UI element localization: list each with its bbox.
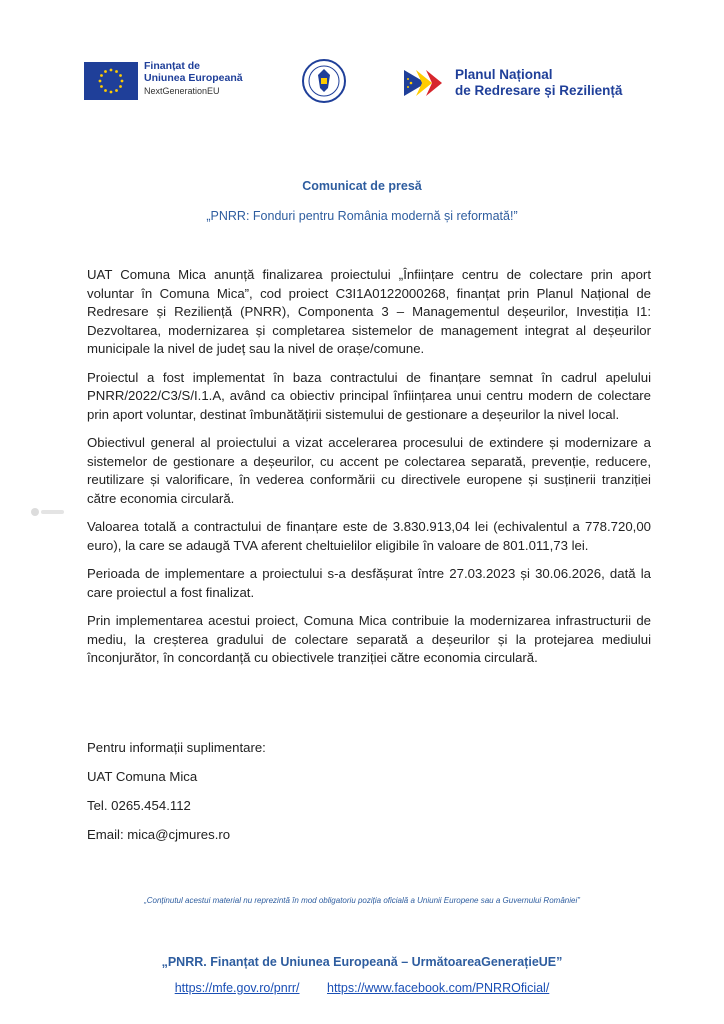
eu-star xyxy=(100,74,103,77)
eu-text-line1: Finanțat de xyxy=(144,60,201,72)
eu-star xyxy=(119,85,122,88)
eu-star xyxy=(104,70,107,73)
paragraph: UAT Comuna Mica anunță finalizarea proiectului „Înființare centru de colectare prin aport voluntar în Comuna Mica”, cod proiect C3I1A0122000268, finanțat prin Planul Național de Redresare și Reziliență (PNRR), Componenta 3 – Managementul deșeurilor, Investiția I1: Dezvoltarea, modernizarea și completarea sistemelor de management integrat al deșeurilor municipale la nivel de județ sau la nivel de orașe/comune. xyxy=(87,267,651,356)
paragraph: Perioada de implementare a proiectului s-a desfășurat între 27.03.2023 și 30.06.2026, dată la care proiectul a fost finalizat. xyxy=(87,566,651,600)
government-seal-logo xyxy=(301,58,347,104)
eu-star xyxy=(115,70,118,73)
paragraph: Valoarea totală a contractului de finanțare este de 3.830.913,04 lei (echivalentul a 778.720,00 euro), la care se adaugă TVA aferent cheltuielilor eligibile în valoare de 801.011,73 lei. xyxy=(87,519,651,553)
contact-heading: Pentru informații suplimentare: xyxy=(87,740,266,755)
eu-star xyxy=(104,89,107,92)
side-watermark-icon xyxy=(30,504,66,514)
document-subtitle: „PNRR: Fonduri pentru România modernă și reformată!” xyxy=(206,209,518,223)
paragraph: Proiectul a fost implementat în baza contractului de finanțare semnat în cadrul apelului PNRR/2022/C3/S/I.1.A, având ca obiectiv principal înființarea unui centru modern de colectare prin aport voluntar, destinat îmbunătățirii sistemului de gestionare a deșeurilor la nivel local. xyxy=(87,369,651,422)
disclaimer-text: „Conținutul acestui material nu reprezintă în mod obligatoriu poziția oficială a Uniunii Europene sau a Guvernului României” xyxy=(144,896,580,905)
document-title: Comunicat de presă xyxy=(302,179,422,193)
contact-email: Email: mica@cjmures.ro xyxy=(87,827,231,842)
eu-flag-logo xyxy=(84,62,138,100)
seal-icon xyxy=(301,58,347,104)
eu-stars-icon xyxy=(84,62,138,100)
contact-section xyxy=(87,739,651,855)
pnrr-text-line2: de Redresare și Reziliență xyxy=(455,83,623,98)
pnrr-text xyxy=(455,67,622,99)
eu-star xyxy=(121,80,124,83)
eu-star xyxy=(110,69,113,72)
eu-text-line3: NextGenerationEU xyxy=(144,86,220,96)
footer-slogan: „PNRR. Finanțat de Uniunea Europeană – UrmătoareaGenerațieUE” xyxy=(161,955,563,969)
eu-text-line2: Uniunea Europeană xyxy=(144,72,243,84)
facebook-link[interactable]: https://www.facebook.com/PNRROficial/ xyxy=(327,981,550,995)
logo-header xyxy=(0,58,724,110)
pnrr-chevron-icon xyxy=(402,68,450,98)
footer-links xyxy=(0,981,724,995)
eu-star xyxy=(99,80,102,83)
pnrr-text-line1: Planul Național xyxy=(455,67,553,82)
paragraph: Prin implementarea acestui proiect, Comuna Mica contribuie la modernizarea infrastructurii de mediu, la creșterea gradului de colectare separată a deșeurilor și la protejarea mediului înconjurător, în concordanță cu obiectivele tranziției către economia circulară. xyxy=(87,613,651,665)
pnrr-logo xyxy=(402,68,450,98)
eu-star xyxy=(115,89,118,92)
eu-star xyxy=(119,74,122,77)
contact-org: UAT Comuna Mica xyxy=(87,769,198,784)
eu-star xyxy=(110,91,113,94)
press-release-body xyxy=(87,266,651,678)
contact-phone: Tel. 0265.454.112 xyxy=(87,798,191,813)
mfe-link[interactable]: https://mfe.gov.ro/pnrr/ xyxy=(174,981,300,995)
paragraph: Obiectivul general al proiectului a vizat accelerarea procesului de extindere și modernizare a sistemelor de gestionare a deșeurilor, cu accent pe colectarea separată, prevenție, reducere, reutilizare și valorificare, în vederea conformării cu directivele europene și susținerii tranziției către economia circulară. xyxy=(87,435,651,506)
eu-star xyxy=(100,85,103,88)
eu-funding-text xyxy=(144,60,243,97)
